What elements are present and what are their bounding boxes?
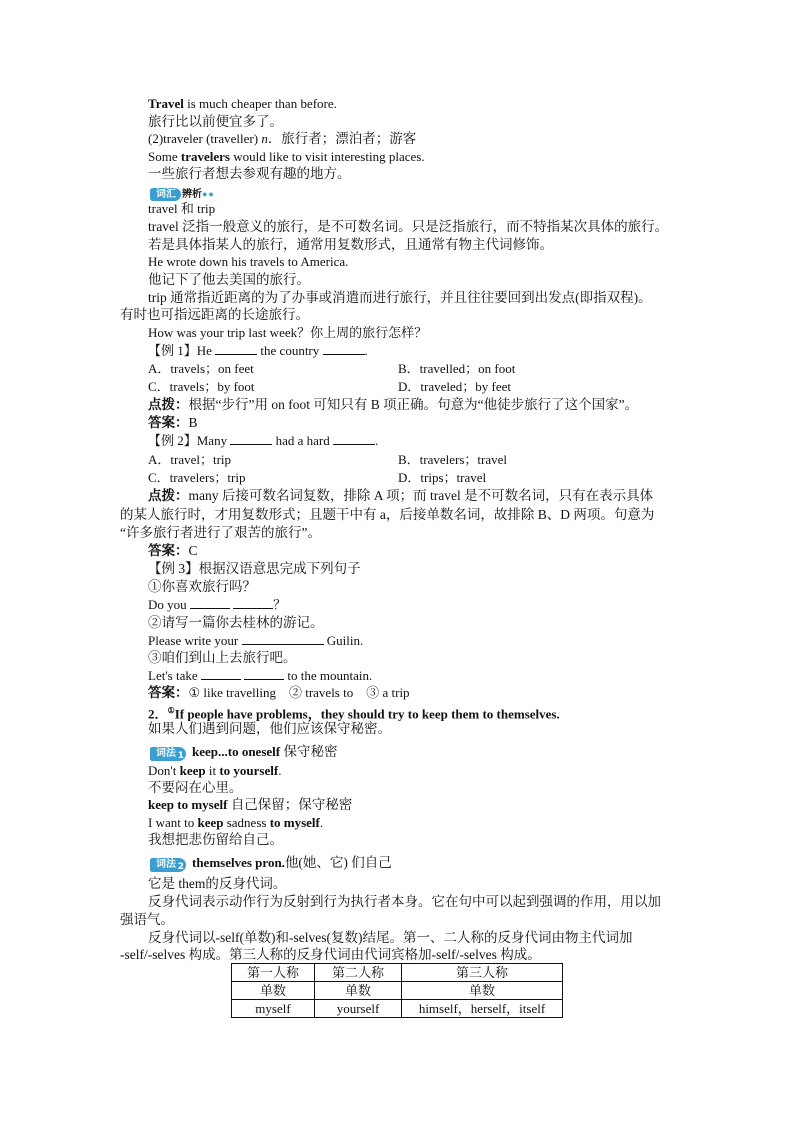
line-trip-explanation: 有时也可指远距离的长途旅行。 <box>120 307 309 322</box>
table-cell: yourself <box>315 1000 402 1018</box>
table-cell: 单数 <box>402 982 563 1000</box>
table-cell: 单数 <box>315 982 402 1000</box>
line-translation: 他记下了他去美国的旅行。 <box>148 272 310 287</box>
word-usage-2: 词法 2 themselves pron.他(她、它) 们自己 <box>150 855 392 872</box>
line-reflexive-desc: 反身代词以-self(单数)和-selves(复数)结尾。第一、二人称的反身代词由物主代词加 <box>148 930 633 945</box>
table-cell: 单数 <box>232 982 315 1000</box>
line-reflexive-desc: 反身代词表示动作行为反射到行为执行者本身。它在句中可以起到强调的作用，用以加 <box>148 894 661 909</box>
example-2-answer: 答案：C <box>148 543 198 558</box>
table-row <box>232 1000 563 1018</box>
example-2-question: 【例 2】Many had a hard . <box>148 433 379 448</box>
example-3-answer: 答案：① like travelling ② travels to ③ a trip <box>148 685 410 700</box>
line-reflexive-desc: -self/-selves 构成。第三人称的反身代词由代词宾格加-self/-selves 构成。 <box>120 947 541 962</box>
line-example: He wrote down his travels to America. <box>148 254 349 269</box>
example-1-hint: 点拨：根据“步行”用 on foot 可知只有 B 项正确。句意为“他徒步旅行了这个国家”。 <box>148 397 639 412</box>
table-cell: himself，herself，itself <box>402 1000 563 1018</box>
sentence-2: 2．①If people have problems，they should try to keep them to themselves. <box>148 706 560 722</box>
line-travelers-example: Some travelers would like to visit interesting places. <box>148 149 425 164</box>
line-translation: 旅行比以前便宜多了。 <box>148 114 283 129</box>
word-usage-1: 词法 1 keep...to oneself 保守秘密 <box>150 744 337 761</box>
example-2-options: C．travelers；trip D．trips；travel <box>148 470 487 485</box>
example-3-blank-line: Let's take to the mountain. <box>148 668 373 683</box>
line-themselves-desc: 它是 them的反身代词。 <box>148 876 287 891</box>
line-example: Don't keep it to yourself. <box>148 763 282 778</box>
example-1-options: C．travels；by foot D．traveled；by feet <box>148 379 511 394</box>
example-3-title: 【例 3】根据汉语意思完成下列句子 <box>148 561 361 576</box>
line-translation: 我想把悲伤留给自己。 <box>148 832 283 847</box>
example-2-hint: 点拨：many 后接可数名词复数，排除 A 项；而 travel 是不可数名词，只有在表示具体 <box>148 488 654 503</box>
example-2-hint: “许多旅行者进行了艰苦的旅行”。 <box>120 525 321 540</box>
example-3-item: ③咱们到山上去旅行吧。 <box>148 650 297 665</box>
example-2-options: A．travel；trip B．travelers；travel <box>148 452 508 467</box>
table-cell: myself <box>232 1000 315 1018</box>
example-1-question: 【例 1】He the country . <box>148 343 368 358</box>
example-1-answer: 答案：B <box>148 415 198 430</box>
vocab-analysis-badge: 词汇 辨析●● <box>150 183 215 199</box>
line-reflexive-desc: 强语气。 <box>120 912 174 927</box>
table-cell: 第三人称 <box>402 964 563 982</box>
line-translation: 不要闷在心里。 <box>148 780 243 795</box>
table-cell: 第二人称 <box>315 964 402 982</box>
line-travel-cheaper: Travel is much cheaper than before. <box>148 96 337 111</box>
example-3-blank-line: Please write your Guilin. <box>148 633 364 648</box>
line-traveler-def: (2)traveler (traveller) n．旅行者；漂泊者；游客 <box>148 131 417 146</box>
line-travel-explanation: 若是具体指某人的旅行，通常用复数形式，且通常有物主代词修饰。 <box>148 237 553 252</box>
example-1-options: A．travels；on feet B．travelled；on foot <box>148 361 516 376</box>
table-header-row <box>232 964 563 982</box>
example-3-item: ②请写一篇你去桂林的游记。 <box>148 615 324 630</box>
line-travel-explanation: travel 泛指一般意义的旅行，是不可数名词。只是泛指旅行，而不特指某次具体的旅行。 <box>148 219 669 234</box>
line-trip-explanation: trip 通常指近距离的为了办事或消遣而进行旅行，并且往往要回到出发点(即指双程)。 <box>148 290 652 305</box>
line-travel-and-trip: travel 和 trip <box>148 201 216 216</box>
reflexive-pronoun-table <box>231 963 563 1018</box>
line-translation: 一些旅行者想去参观有趣的地方。 <box>148 166 351 181</box>
table-cell: 第一人称 <box>232 964 315 982</box>
example-3-blank-line: Do you ？ <box>148 597 287 612</box>
example-2-hint: 的某人旅行时，才用复数形式；且题干中有 a，后接单数名词，故排除 B、D 两项。句意为 <box>120 507 655 522</box>
line-translation: 如果人们遇到问题，他们应该保守秘密。 <box>148 721 391 736</box>
table-row <box>232 982 563 1000</box>
line-example: I want to keep sadness to myself. <box>148 815 324 830</box>
example-3-item: ①你喜欢旅行吗？ <box>148 579 256 594</box>
line-phrase: keep to myself 自己保留；保守秘密 <box>148 797 353 812</box>
line-example: How was your trip last week？你上周的旅行怎样？ <box>148 325 428 340</box>
